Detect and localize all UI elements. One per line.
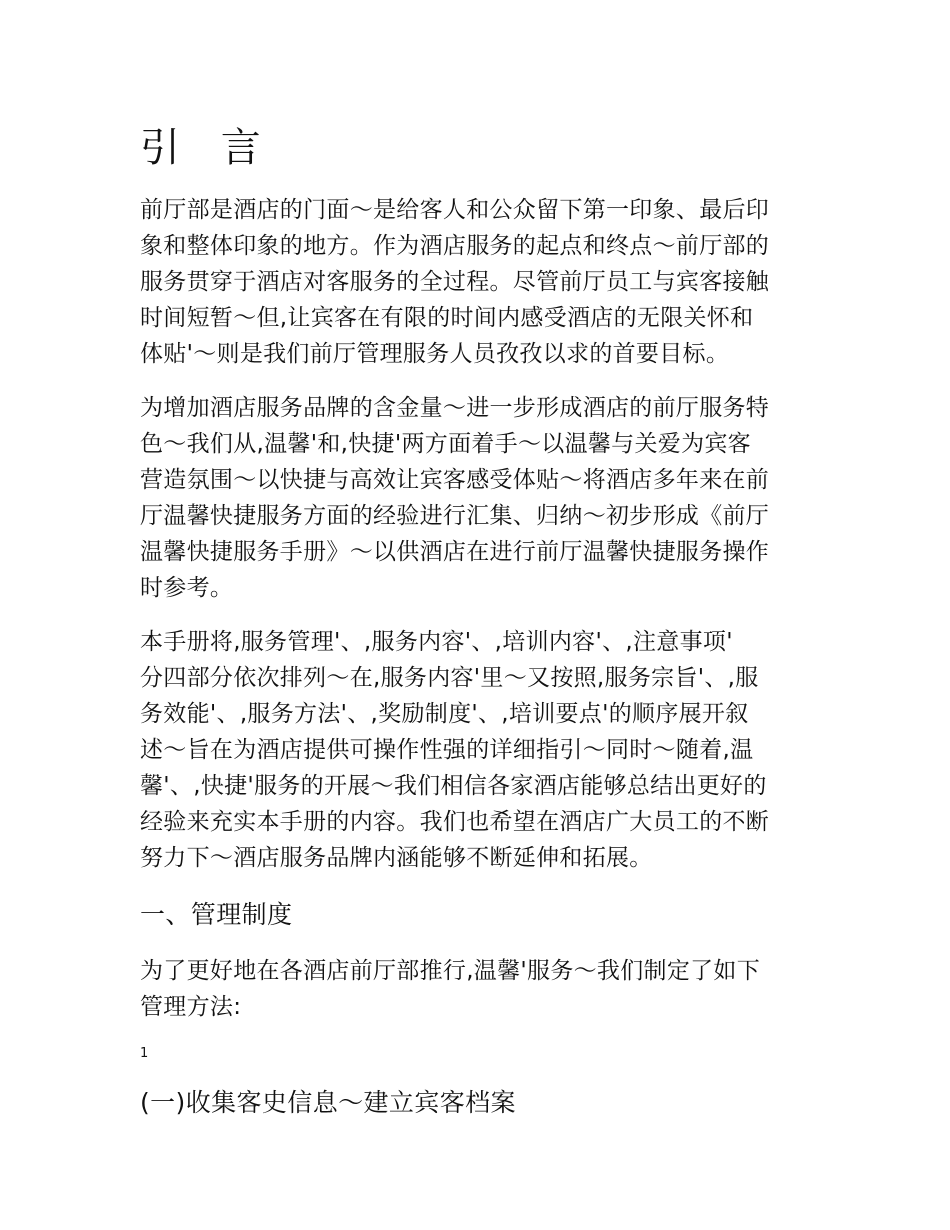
paragraph-line: 努力下～酒店服务品牌内涵能够不断延伸和拓展。 [140, 845, 653, 871]
section-intro-paragraph [140, 953, 808, 1025]
paragraph-line: 经验来充实本手册的内容。我们也希望在酒店广大员工的不断 [140, 809, 770, 835]
paragraph-line: 时参考。 [140, 575, 234, 601]
paragraph-line: 为增加酒店服务品牌的含金量～进一步形成酒店的前厅服务特 [140, 395, 770, 421]
intro-paragraph-2 [140, 390, 808, 606]
paragraph-line: 色～我们从,温馨'和,快捷'两方面着手～以温馨与关爱为宾客 [140, 431, 751, 457]
page-title: 引 言 [140, 125, 275, 171]
paragraph-line: 体贴'～则是我们前厅管理服务人员孜孜以求的首要目标。 [140, 341, 730, 367]
paragraph-line: 营造氛围～以快捷与高效让宾客感受体贴～将酒店多年来在前 [140, 467, 770, 493]
paragraph-line: 厅温馨快捷服务方面的经验进行汇集、归纳～初步形成《前厅 [140, 503, 770, 529]
section-heading: 一、管理制度 [140, 900, 293, 929]
paragraph-line: 务效能'、,服务方法'、,奖励制度'、,培训要点'的顺序展开叙 [140, 701, 749, 727]
paragraph-line: 温馨快捷服务手册》～以供酒店在进行前厅温馨快捷服务操作 [140, 539, 770, 565]
paragraph-line: 述～旨在为酒店提供可操作性强的详细指引～同时～随着,温 [140, 737, 754, 763]
paragraph-line: 前厅部是酒店的门面～是给客人和公众留下第一印象、最后印 [140, 197, 770, 223]
paragraph-line: 管理方法: [140, 994, 242, 1020]
paragraph-line: 本手册将,服务管理'、,服务内容'、,培训内容'、,注意事项' [140, 629, 733, 655]
intro-paragraph-1 [140, 192, 808, 372]
subsection-heading: (一)收集客史信息～建立宾客档案 [140, 1088, 516, 1117]
paragraph-line: 服务贯穿于酒店对客服务的全过程。尽管前厅员工与宾客接触 [140, 269, 770, 295]
paragraph-line: 分四部分依次排列～在,服务内容'里～又按照,服务宗旨'、,服 [140, 665, 759, 691]
paragraph-line: 象和整体印象的地方。作为酒店服务的起点和终点～前厅部的 [140, 233, 770, 259]
paragraph-line: 馨'、,快捷'服务的开展～我们相信各家酒店能够总结出更好的 [140, 773, 767, 799]
page-number: 1 [140, 1046, 149, 1061]
paragraph-line: 为了更好地在各酒店前厅部推行,温馨'服务～我们制定了如下 [140, 958, 761, 984]
intro-paragraph-3 [140, 624, 808, 876]
paragraph-line: 时间短暂～但,让宾客在有限的时间内感受酒店的无限关怀和 [140, 305, 754, 331]
